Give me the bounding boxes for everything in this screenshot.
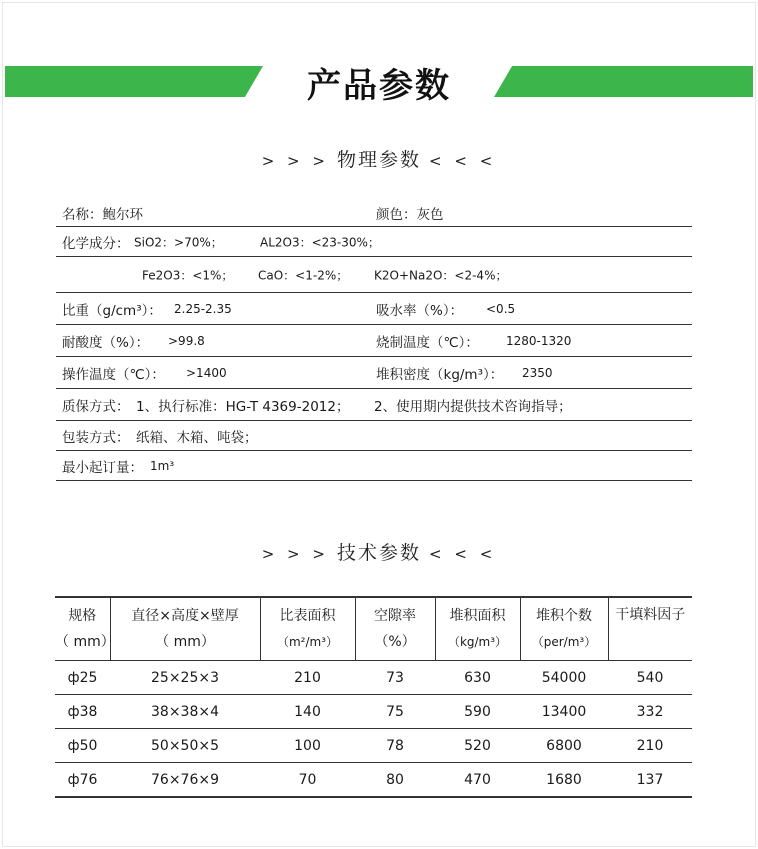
table-cell: 13400 bbox=[520, 695, 608, 729]
table-cell: ф76 bbox=[55, 763, 110, 798]
header-cell-spec: 规格 （ mm） bbox=[55, 597, 110, 661]
chem-sio2: SiO2：>70%； bbox=[134, 235, 223, 249]
arrow-right-decoration: < < < bbox=[429, 152, 497, 170]
table-cell: 470 bbox=[435, 763, 520, 798]
row-moq bbox=[56, 451, 692, 481]
physical-section-title bbox=[0, 145, 758, 172]
header-cell-surface-area: 比表面积 （m²/m³） bbox=[260, 597, 355, 661]
chem-fe2o3: Fe2O3：<1%； bbox=[142, 268, 234, 282]
pack-label: 包装方式： bbox=[62, 429, 130, 446]
technical-table bbox=[55, 596, 692, 798]
table-cell: 73 bbox=[355, 661, 435, 695]
table-cell: ф25 bbox=[55, 661, 110, 695]
table-cell: 80 bbox=[355, 763, 435, 798]
row-packing bbox=[56, 421, 692, 451]
table-cell: 76×76×9 bbox=[110, 763, 260, 798]
row-density bbox=[56, 293, 692, 325]
chem-k2o: K2O+Na2O：<2-4%； bbox=[374, 268, 508, 282]
product-name: 名称：鲍尔环 bbox=[62, 207, 143, 223]
moq-label: 最小起订量： bbox=[62, 459, 143, 476]
table-cell: 75 bbox=[355, 695, 435, 729]
table-cell: 520 bbox=[435, 729, 520, 763]
table-cell: 70 bbox=[260, 763, 355, 798]
chem-al2o3: AL2O3：<23-30%； bbox=[260, 235, 380, 249]
table-row bbox=[55, 763, 692, 798]
row-op-temp bbox=[56, 357, 692, 389]
header-cell-dimensions: 直径×高度×壁厚 （ mm） bbox=[110, 597, 260, 661]
table-cell: 54000 bbox=[520, 661, 608, 695]
row-warranty bbox=[56, 389, 692, 421]
header-cell-void-ratio: 空隙率 （%） bbox=[355, 597, 435, 661]
acid-value: >99.8 bbox=[168, 333, 205, 348]
row-name-color bbox=[56, 200, 692, 227]
arrow-left-decoration: > > > bbox=[261, 152, 329, 170]
bulk-label: 堆积密度（kg/m³）： bbox=[376, 366, 504, 383]
table-cell: 137 bbox=[608, 763, 692, 798]
density-value: 2.25-2.35 bbox=[174, 301, 232, 316]
row-chem-2 bbox=[56, 257, 692, 293]
physical-title-text: 物理参数 bbox=[336, 149, 421, 171]
absorb-value: <0.5 bbox=[486, 301, 516, 316]
table-cell: 140 bbox=[260, 695, 355, 729]
table-row bbox=[55, 661, 692, 695]
table-cell: 38×38×4 bbox=[110, 695, 260, 729]
table-cell: 1680 bbox=[520, 763, 608, 798]
op-value: >1400 bbox=[186, 365, 227, 380]
table-cell: 25×25×3 bbox=[110, 661, 260, 695]
absorb-label: 吸水率（%）： bbox=[376, 302, 464, 319]
arrow-right-decoration: < < < bbox=[429, 545, 497, 563]
fire-value: 1280-1320 bbox=[506, 333, 572, 348]
table-cell: 78 bbox=[355, 729, 435, 763]
arrow-left-decoration: > > > bbox=[261, 545, 329, 563]
row-chem-1 bbox=[56, 227, 692, 257]
warranty-item-2: 2、使用期内提供技术咨询指导； bbox=[374, 398, 572, 415]
table-row bbox=[55, 695, 692, 729]
density-label: 比重（g/cm³）： bbox=[62, 302, 162, 319]
table-cell: ф38 bbox=[55, 695, 110, 729]
table-cell: ф50 bbox=[55, 729, 110, 763]
table-row bbox=[55, 729, 692, 763]
header-cell-bulk-count: 堆积个数 （per/m³） bbox=[520, 597, 608, 661]
warranty-item-1: 1、执行标准：HG-T 4369-2012； bbox=[136, 398, 350, 415]
header-cell-bulk-area: 堆积面积 （kg/m³） bbox=[435, 597, 520, 661]
acid-label: 耐酸度（%）： bbox=[62, 334, 150, 351]
table-cell: 332 bbox=[608, 695, 692, 729]
op-label: 操作温度（℃）： bbox=[62, 366, 165, 383]
table-cell: 50×50×5 bbox=[110, 729, 260, 763]
fire-label: 烧制温度（℃）： bbox=[376, 334, 479, 351]
table-cell: 100 bbox=[260, 729, 355, 763]
table-cell: 6800 bbox=[520, 729, 608, 763]
table-header-row bbox=[55, 597, 692, 661]
chem-cao: CaO：<1-2%； bbox=[258, 268, 349, 282]
technical-title-text: 技术参数 bbox=[336, 542, 421, 564]
table-cell: 630 bbox=[435, 661, 520, 695]
moq-value: 1m³ bbox=[150, 458, 175, 473]
row-acid bbox=[56, 325, 692, 357]
pack-value: 纸箱、木箱、吨袋； bbox=[136, 429, 258, 446]
header-cell-packing-factor: 干填料因子 bbox=[608, 597, 692, 661]
chem-label: 化学成分： bbox=[62, 235, 130, 252]
table-cell: 210 bbox=[260, 661, 355, 695]
table-cell: 590 bbox=[435, 695, 520, 729]
table-cell: 210 bbox=[608, 729, 692, 763]
table-cell: 540 bbox=[608, 661, 692, 695]
page-title: 产品参数 bbox=[307, 66, 451, 106]
product-color: 颜色：灰色 bbox=[376, 207, 444, 223]
warranty-label: 质保方式： bbox=[62, 398, 130, 415]
technical-section-title bbox=[0, 538, 758, 565]
bulk-value: 2350 bbox=[522, 365, 553, 380]
